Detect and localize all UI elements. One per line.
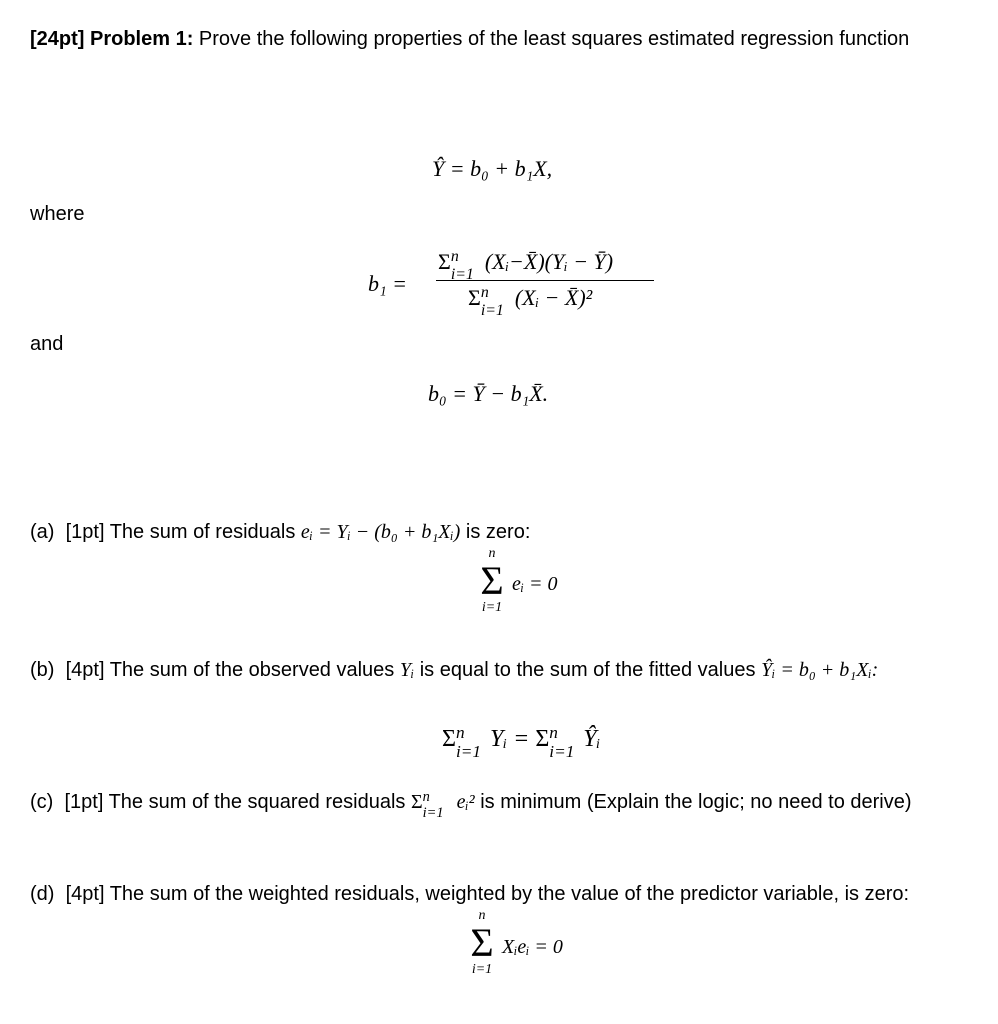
sum-upper-limit: n [422, 789, 430, 806]
part-a-text: The sum of residuals [109, 521, 296, 543]
part-a-text-after: is zero: [465, 521, 531, 543]
part-d-text: The sum of the weighted residuals, weighted by the value of the predictor variable, is zero: [109, 883, 910, 905]
part-b-var: Yᵢ [399, 659, 415, 681]
sum-symbol: Σ [442, 726, 456, 752]
sum-upper-limit: n [450, 248, 459, 266]
part-a-formula: eᵢ = Yᵢ − (b₀ + b₁Xᵢ) [300, 521, 461, 543]
b1-lhs: b₁ = [368, 271, 407, 296]
sum-lower-limit: i=1 [480, 301, 504, 319]
sum-limits [455, 723, 490, 762]
part-c-points: [1pt] [64, 791, 104, 813]
sum-lower-limit: i=1 [450, 265, 474, 283]
sum-upper-limit: n [455, 723, 465, 743]
part-b-label: (b) [30, 659, 55, 681]
problem-statement: Prove the following properties of the least squares estimated regression function [193, 28, 910, 50]
part-d-sigma [462, 908, 502, 978]
part-b-text-mid: is equal to the sum of the fitted values [419, 659, 756, 681]
sum-lower-limit: i=1 [422, 805, 444, 822]
and-label: and [30, 333, 64, 355]
fraction-bar [436, 280, 654, 281]
sum-symbol: Σ [410, 791, 423, 813]
where-label: where [30, 203, 85, 225]
sum-limits [480, 284, 515, 319]
part-d [30, 882, 909, 907]
part-d-points: [4pt] [65, 883, 105, 905]
part-a-display: eᵢ = 0 [512, 573, 558, 595]
sum-limits [450, 248, 485, 283]
denominator-expression: (Xᵢ − X̄)² [514, 285, 593, 310]
sigma-lower: i=1 [471, 962, 493, 977]
regression-equation: Ŷ = b₀ + b₁X, [432, 156, 553, 181]
part-c-formula: eᵢ² [456, 791, 475, 813]
sum-symbol: Σ [438, 249, 451, 274]
part-b-display: Σ n i=1 Yᵢ = Σ n i=1 Ŷᵢ [442, 723, 601, 762]
sigma-upper: n [478, 908, 486, 923]
display-rhs: Ŷᵢ [583, 726, 601, 752]
part-a-label: (a) [30, 521, 55, 543]
part-c-sum [410, 789, 475, 822]
part-c [30, 789, 912, 822]
sigma-symbol: Σ [480, 558, 504, 603]
part-c-label: (c) [30, 791, 54, 813]
part-a [30, 520, 530, 545]
display-lhs: Yᵢ [489, 726, 508, 752]
part-b [30, 658, 878, 683]
problem-heading [30, 23, 970, 56]
b1-denominator [468, 284, 593, 319]
part-b-text: The sum of the observed values [109, 659, 395, 681]
b1-numerator [438, 248, 614, 283]
sum-upper-limit: n [549, 723, 558, 743]
sum-lower-limit: i=1 [549, 742, 575, 762]
sum-symbol: Σ [468, 285, 481, 310]
part-d-display: Xᵢeᵢ = 0 [502, 936, 563, 958]
sigma-lower: i=1 [481, 600, 503, 615]
b0-equation: b₀ = Ȳ − b₁X̄. [428, 381, 549, 406]
numerator-expression: (Xᵢ−X̄)(Yᵢ − Ȳ) [484, 249, 614, 274]
sigma-upper: n [488, 546, 496, 561]
sum-upper-limit: n [480, 284, 489, 302]
sum-limits [549, 723, 583, 762]
sigma-symbol: Σ [470, 920, 494, 965]
part-c-text: The sum of the squared residuals [108, 791, 406, 813]
part-a-points: [1pt] [65, 521, 105, 543]
part-c-text-after: is minimum (Explain the logic; no need to derive) [480, 791, 912, 813]
sum-limits [422, 789, 457, 822]
part-b-points: [4pt] [65, 659, 105, 681]
sum-lower-limit: i=1 [455, 742, 482, 762]
problem-label: [24pt] Problem 1: [30, 28, 194, 50]
part-a-sigma [472, 546, 512, 616]
sum-symbol: Σ [535, 726, 550, 752]
part-b-formula: Ŷᵢ = b₀ + b₁Xᵢ: [761, 659, 879, 681]
part-d-label: (d) [30, 883, 55, 905]
